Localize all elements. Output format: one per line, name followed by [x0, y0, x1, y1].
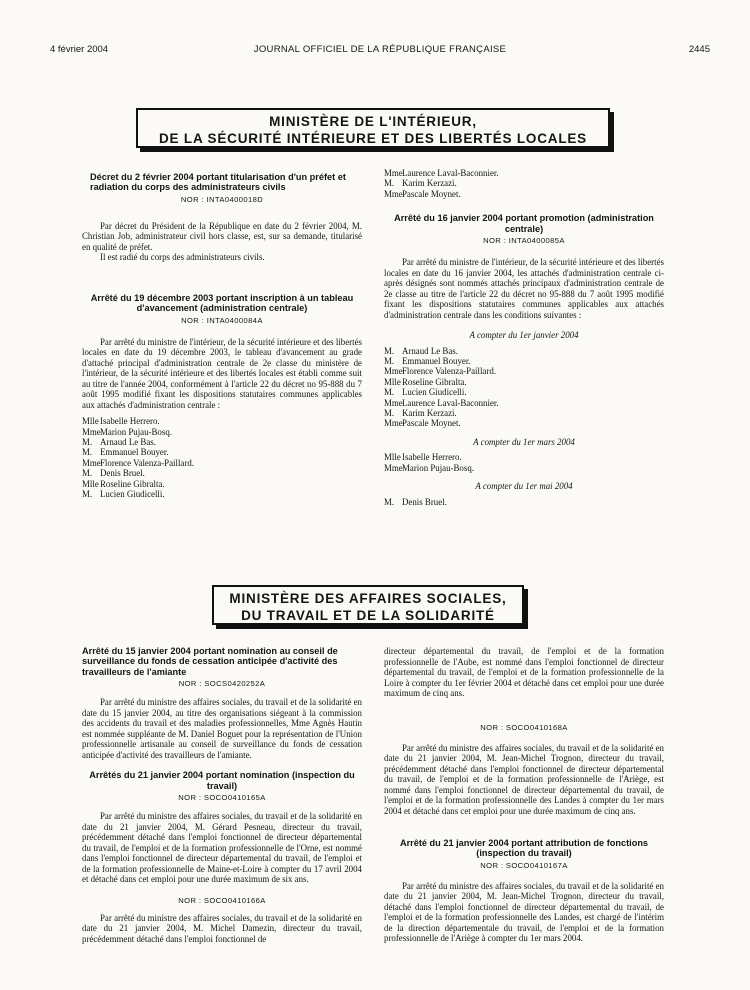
list-item [384, 366, 664, 376]
list-item [82, 437, 362, 447]
arrete-paragraph: Par arrêté du ministre des affaires sociales, du travail et de la solidarité en date du 21 janvier 2004, M. Jean-Michel Trognon, directeur du travail, détaché dans l'emploi fonctionnel de directeur départemental du travail, de l'emploi et de la formation professionnelle des Landes, est chargé de l'intérim de la direction départementale du travail, de l'emploi et de la formation professionnelle de l'Ariège à compter du 1er mars 2004. [384, 880, 664, 944]
names-list [384, 452, 664, 473]
person-name: Karim Kerzazi. [402, 407, 457, 418]
right-column-upper [384, 168, 664, 507]
left-column-lower [82, 646, 362, 944]
list-item [82, 458, 362, 468]
decree-paragraph: Par décret du Président de la République en date du 2 février 2004, M. Christian Job, administrateur civil hors classe, est, sur sa demande, titularisé en qualité de préfet. [82, 220, 362, 252]
civility: M. [82, 468, 93, 479]
person-name: Emmanuel Bouyer. [402, 355, 471, 366]
person-name: Pascale Moynet. [402, 188, 461, 199]
civility: Mme [384, 462, 403, 473]
ministry-heading-line1: MINISTÈRE DES AFFAIRES SOCIALES, [229, 591, 507, 606]
effective-date-subheading: A compter du 1er mars 2004 [473, 436, 575, 447]
nor-reference: NOR : SOCS0420252A [178, 679, 266, 689]
arrete-paragraph: Par arrêté du ministre de l'intérieur, de la sécurité intérieure et des libertés locales en date du 19 décembre 2003, le tableau d'avancement au grade d'attaché principal d'administration centrale de 2e classe du ministère de l'intérieur, de la sécurité intérieure et des libertés locales est établi comme suit au titre de l'année 2004, conformément à l'article 22 du décret no 95-888 du 7 août 1995 modifié fixant les dispositions statutaires communes applicables aux attachés d'administration centrale : [82, 336, 362, 410]
civility: M. [384, 387, 395, 398]
list-item [384, 408, 664, 418]
civility: Mlle [82, 478, 99, 489]
nor-reference: NOR : INTA0400084A [181, 315, 263, 325]
decree-paragraph: Il est radié du corps des administrateurs civils. [100, 252, 265, 263]
list-item [82, 489, 362, 499]
decree-title: Décret du 2 février 2004 portant titularisation d'un préfet et radiation du corps des administrateurs civils [90, 172, 346, 193]
person-name: Lucien Giudicelli. [100, 488, 165, 499]
arrete-title: Arrêté du 16 janvier 2004 portant promotion (administration centrale) [394, 213, 654, 234]
civility: Mme [82, 457, 101, 468]
person-name: Florence Valenza-Paillard. [402, 366, 496, 377]
list-item [82, 468, 362, 478]
nor-reference: NOR : SOCO0410165A [178, 793, 266, 803]
person-name: Laurence Laval-Baconnier. [402, 397, 499, 408]
list-item [82, 447, 362, 457]
list-item [384, 356, 664, 366]
civility: M. [384, 496, 395, 507]
civility: M. [384, 178, 395, 189]
arrete-paragraph: Par arrêté du ministre des affaires sociales, du travail et de la solidarité en date du 15 janvier 2004, au titre des organisations siégeant à la commission des accidents du travail et des maladies professionnelles, Mme Agnès Hautin est nommée suppléante de M. Daniel Boguet pour la représentation de l'Union professionnelle artisanale au conseil de surveillance du fonds de cessation anticipée d'activité des travailleurs de l'amiante. [82, 697, 362, 760]
arrete-title: Arrêté du 21 janvier 2004 portant attribution de fonctions (inspection du travail) [399, 838, 649, 859]
person-name: Roseline Gibralta. [402, 376, 467, 387]
list-item [384, 168, 664, 178]
person-name: Roseline Gibralta. [100, 478, 165, 489]
names-list [384, 168, 664, 199]
person-name: Lucien Giudicelli. [402, 387, 467, 398]
person-name: Karim Kerzazi. [402, 178, 457, 189]
person-name: Florence Valenza-Paillard. [100, 457, 194, 468]
civility: M. [82, 488, 93, 499]
list-item [82, 427, 362, 437]
person-name: Emmanuel Bouyer. [100, 447, 169, 458]
civility: Mlle [82, 416, 99, 427]
names-list [384, 497, 664, 507]
effective-date-subheading: A compter du 1er mai 2004 [475, 481, 573, 492]
list-item [384, 452, 664, 462]
running-header [50, 44, 710, 58]
issue-date: 4 février 2004 [50, 44, 109, 55]
list-item [384, 418, 664, 428]
ministry-heading-line2: DE LA SÉCURITÉ INTÉRIEURE ET DES LIBERTÉS LOCALES [159, 131, 587, 146]
list-item [384, 377, 664, 387]
list-item [82, 416, 362, 426]
nor-reference: NOR : INTA0400018D [180, 194, 264, 204]
names-list [384, 346, 664, 429]
nor-reference: NOR : SOCO0410167A [480, 860, 568, 870]
person-name: Denis Bruel. [402, 496, 447, 507]
person-name: Isabelle Herrero. [100, 416, 160, 427]
person-name: Marion Pujau-Bosq. [402, 462, 474, 473]
arrete-paragraph-continued: directeur départemental du travail, de l'emploi et de la formation professionnelle de l'Aube, est nommé dans l'emploi fonctionnel de directeur départemental du travail, de l'emploi et de la formation professionnelle de la Loire à compter du 1er février 2004 et détaché dans cet emploi pour une durée maximum de cinq ans. [384, 646, 664, 698]
right-column-lower [384, 646, 664, 944]
civility: Mlle [384, 376, 401, 387]
civility: Mlle [384, 452, 401, 463]
nor-reference: NOR : SOCO0410166A [178, 895, 266, 905]
nor-reference: NOR : INTA0400085A [483, 236, 565, 246]
arrete-paragraph: Par arrêté du ministre des affaires sociales, du travail et de la solidarité en date du 21 janvier 2004, M. Michel Damezin, directeur du travail, précédemment détaché dans l'emploi fonctionnel de [82, 912, 362, 944]
ministry-heading-line1: MINISTÈRE DE L'INTÉRIEUR, [269, 114, 477, 129]
person-name: Pascale Moynet. [402, 418, 461, 429]
civility: Mme [384, 397, 403, 408]
list-item [82, 479, 362, 489]
arrete-title: Arrêté du 19 décembre 2003 portant inscription à un tableau d'avancement (administration centrale) [90, 292, 354, 314]
left-column-upper [82, 172, 362, 499]
civility: Mme [384, 188, 403, 199]
ministry-affaires-sociales-heading [212, 585, 524, 625]
list-item [384, 189, 664, 199]
civility: Mme [384, 168, 403, 178]
arrete-title: Arrêtés du 21 janvier 2004 portant nomination (inspection du travail) [89, 770, 355, 791]
list-item [384, 346, 664, 356]
arrete-paragraph: Par arrêté du ministre des affaires sociales, du travail et de la solidarité en date du 21 janvier 2004, M. Jean-Michel Trognon, directeur du travail, précédemment détaché dans l'emploi fonctionnel de directeur départemental du travail, de l'emploi et de la formation professionnelle de l'Ariège, est nommé dans l'emploi fonctionnel de directeur départemental du travail, de l'emploi et de la formation professionnelle des Landes à compter du 1er mars 2004 et détaché dans cet emploi pour une durée maximum de cinq ans. [384, 742, 664, 816]
names-list [82, 416, 362, 499]
civility: M. [384, 355, 395, 366]
list-item [384, 497, 664, 507]
effective-date-subheading: A compter du 1er janvier 2004 [469, 330, 579, 341]
person-name: Laurence Laval-Baconnier. [402, 168, 499, 178]
person-name: Arnaud Le Bas. [402, 345, 458, 356]
list-item [384, 178, 664, 188]
nor-reference: NOR : SOCO0410168A [480, 722, 568, 732]
civility: Mme [384, 366, 403, 377]
list-item [384, 398, 664, 408]
person-name: Arnaud Le Bas. [100, 436, 156, 447]
civility: M. [82, 436, 93, 447]
list-item [384, 463, 664, 473]
civility: M. [384, 407, 395, 418]
arrete-title: Arrêté du 15 janvier 2004 portant nomination au conseil de surveillance du fonds de cessation anticipée d'activité des travailleurs de l'amiante [82, 646, 338, 677]
page-number: 2445 [688, 44, 710, 55]
civility: Mme [384, 418, 403, 429]
person-name: Denis Bruel. [100, 468, 145, 479]
list-item [384, 387, 664, 397]
arrete-paragraph: Par arrêté du ministre des affaires sociales, du travail et de la solidarité en date du 21 janvier 2004, M. Gérard Pesneau, directeur du travail, précédemment détaché dans l'emploi fonctionnel de directeur départemental du travail, de l'emploi et de la formation professionnelle de l'Orne, est nommé dans l'emploi fonctionnel de directeur départemental du travail, de l'emploi et de la formation professionnelle de Maine-et-Loire à compter du 17 avril 2004 et détaché dans cet emploi pour une durée maximum de six ans. [82, 811, 362, 885]
ministry-heading-line2: DU TRAVAIL ET DE LA SOLIDARITÉ [241, 608, 495, 623]
civility: M. [384, 345, 395, 356]
arrete-paragraph: Par arrêté du ministre de l'intérieur, de la sécurité intérieure et des libertés locales en date du 16 janvier 2004, les attachés d'administration centrale ci-après désignés sont nommés attachés principaux d'administration centrale de 2e classe au titre de l'article 22 du décret no 95-888 du 7 août 1995 modifié fixant les dispositions statutaires communes applicables aux attachés d'administration centrale dans les conditions suivantes : [384, 257, 664, 320]
person-name: Marion Pujau-Bosq. [100, 426, 172, 437]
ministry-interieur-heading [136, 108, 610, 148]
person-name: Isabelle Herrero. [402, 452, 462, 463]
civility: M. [82, 447, 93, 458]
journal-title: JOURNAL OFFICIEL DE LA RÉPUBLIQUE FRANÇAISE [253, 44, 507, 55]
civility: Mme [82, 426, 101, 437]
